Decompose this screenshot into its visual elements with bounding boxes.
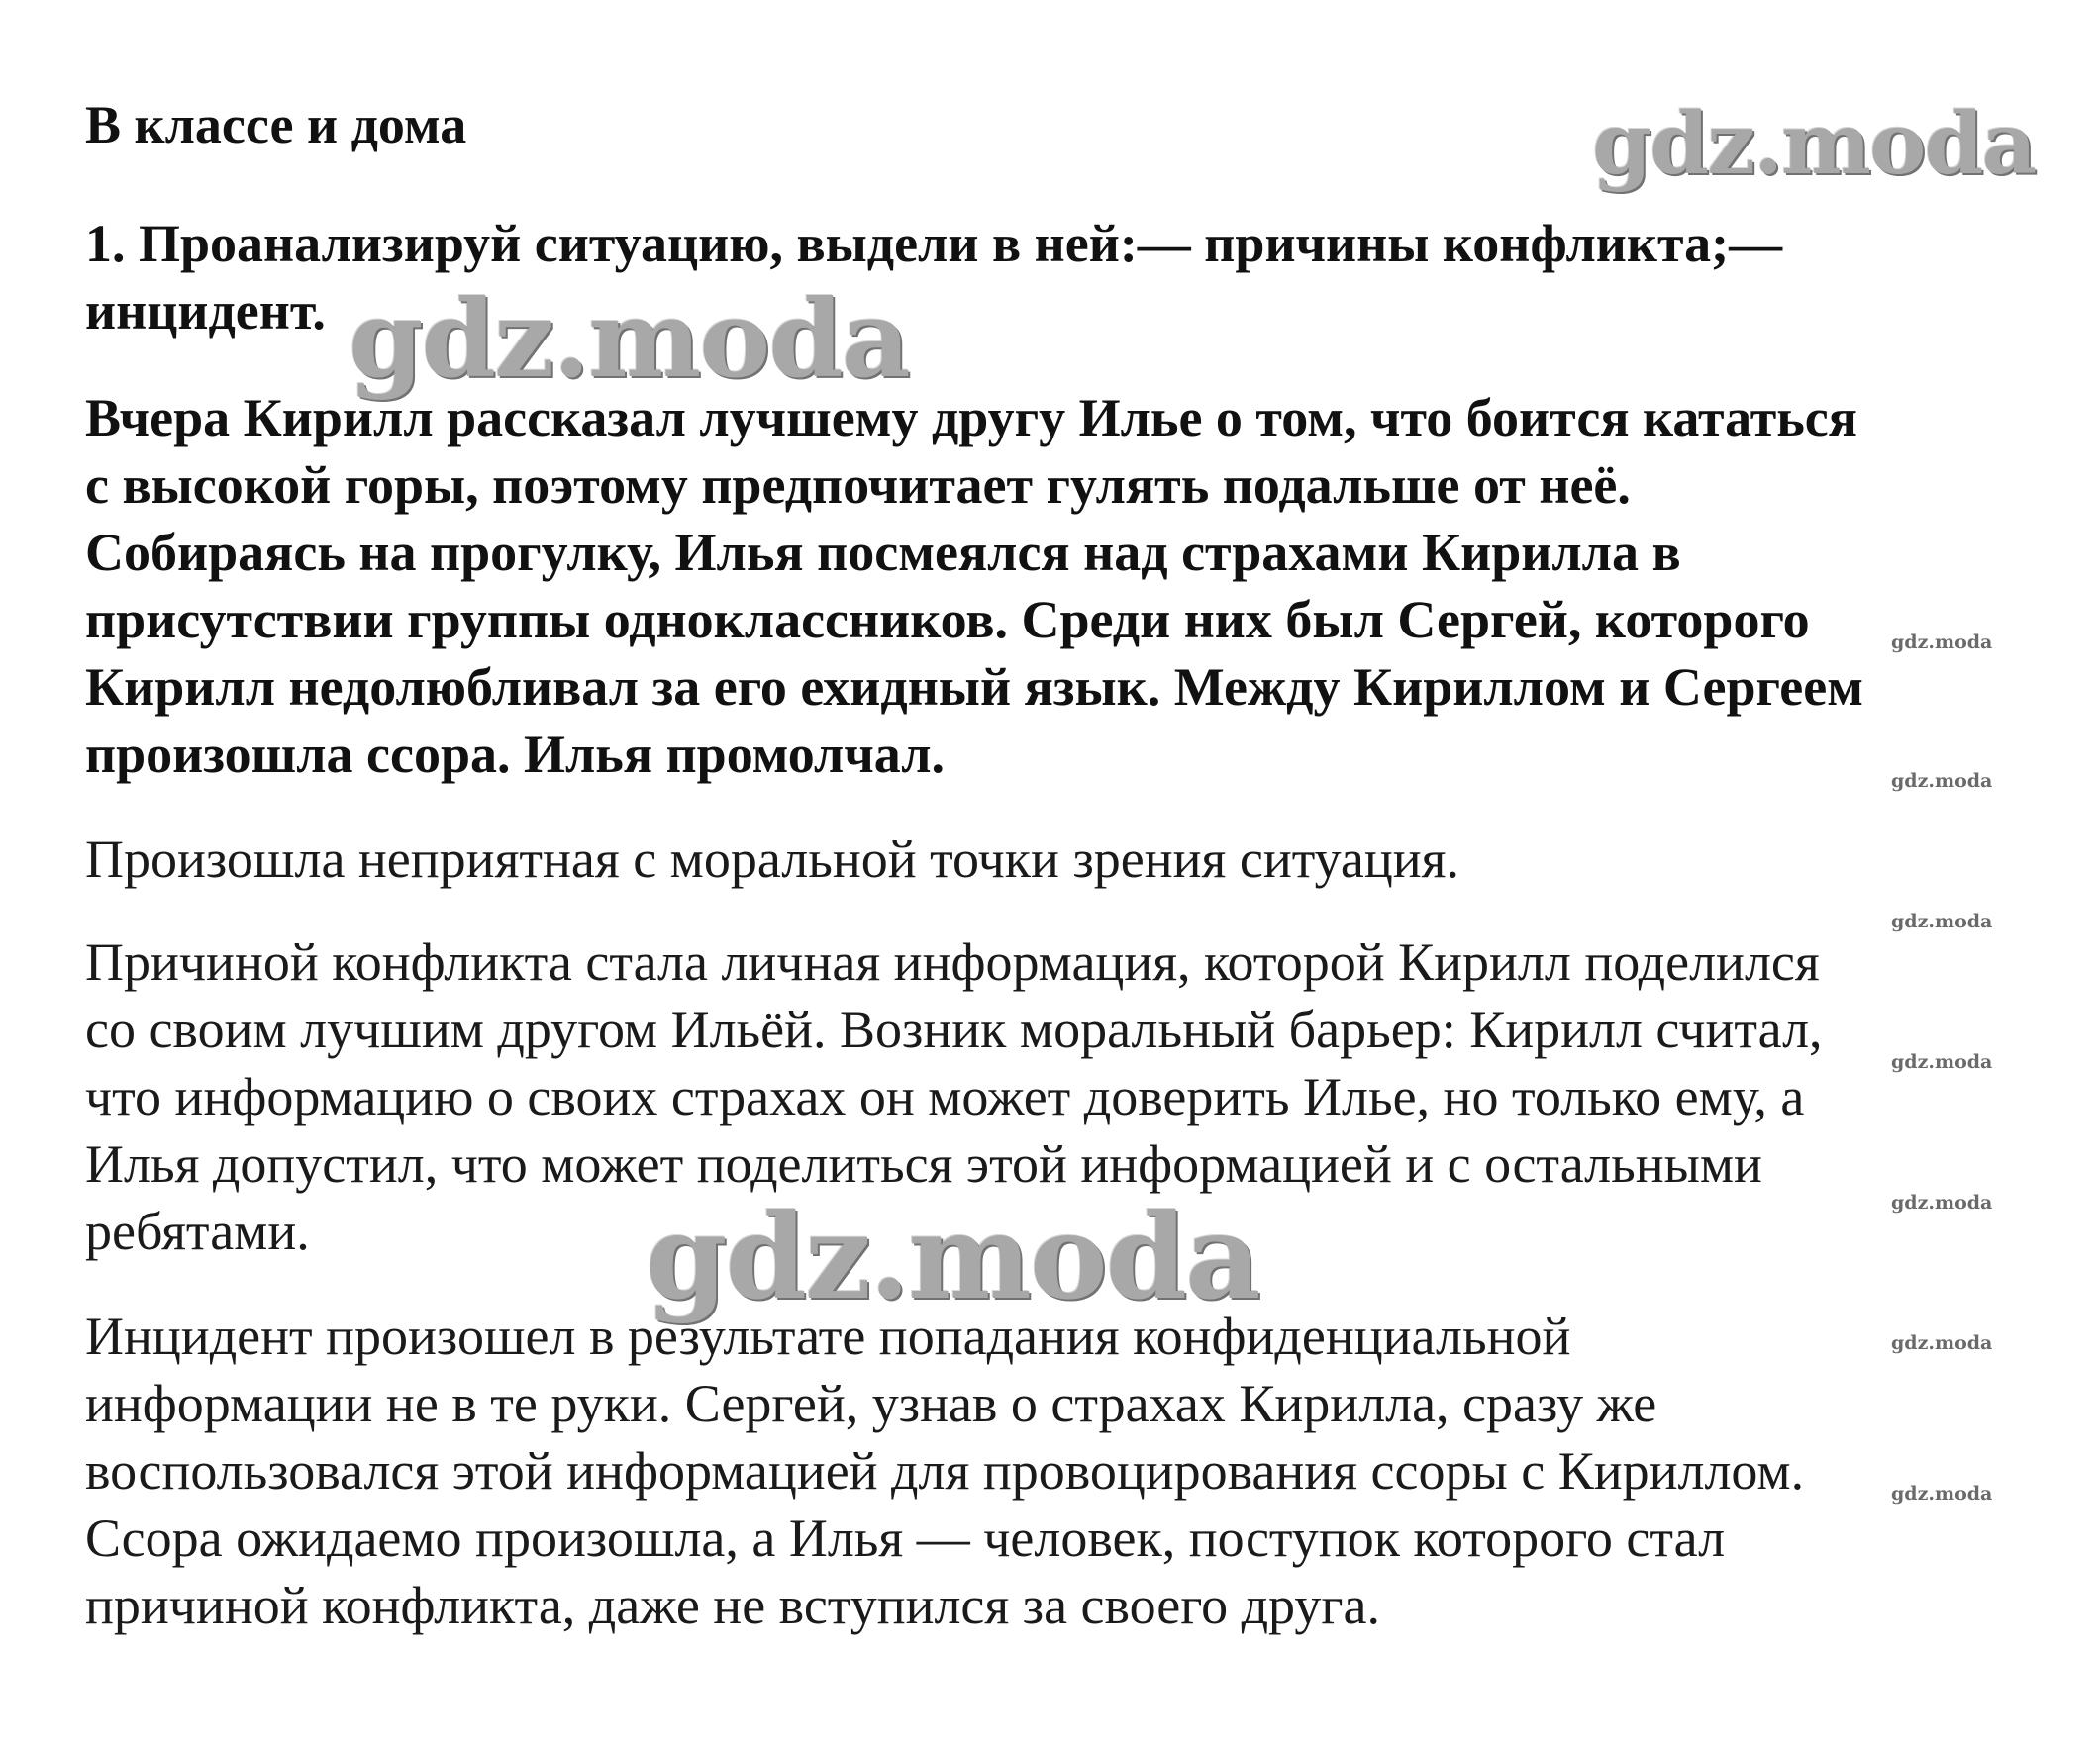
story-line: присутствии группы одноклассников. Среди них был Сергей, которого <box>85 590 1810 649</box>
watermark-small: gdz.moda <box>1891 1192 1993 1214</box>
answer-paragraph-1 <box>85 826 2046 893</box>
answer-line: Ссора ожидаемо произошла, а Илья — человек, поступок которого стал <box>85 1508 1726 1568</box>
watermark-small: gdz.moda <box>1891 770 1993 792</box>
story-line: произошла ссора. Илья промолчал. <box>85 725 946 784</box>
answer-line: что информацию о своих страхах он может доверить Илье, но только ему, а <box>85 1067 1805 1126</box>
answer-line: Причиной конфликта стала личная информация, которой Кирилл поделился <box>85 932 1820 992</box>
story-line: Собираясь на прогулку, Илья посмеялся над страхами Кирилла в <box>85 523 1681 582</box>
watermark-logo: gdz.moda <box>1592 94 2036 194</box>
watermark-small: gdz.moda <box>1891 632 1993 653</box>
story-line: Вчера Кирилл рассказал лучшему другу Илье о том, что боится кататься <box>85 388 1857 447</box>
watermark-small: gdz.moda <box>1891 1051 1993 1073</box>
task-story <box>85 384 2046 788</box>
answer-line: со своим лучшим другом Ильёй. Возник моральный барьер: Кирилл считал, <box>85 1000 1823 1059</box>
answer-line: воспользовался этой информацией для провоцирования ссоры с Кириллом. <box>85 1441 1805 1501</box>
story-line: с высокой горы, поэтому предпочитает гулять подальше от неё. <box>85 455 1631 515</box>
answer-paragraph-3 <box>85 1303 2046 1639</box>
watermark-small: gdz.moda <box>1891 1332 1993 1354</box>
watermark-small: gdz.moda <box>1891 911 1993 932</box>
answer-line: ребятами. <box>85 1202 310 1261</box>
answer-line: Илья допустил, что может поделиться этой информацией и с остальными <box>85 1134 1762 1194</box>
watermark-small: gdz.moda <box>1891 1483 1993 1505</box>
watermark-logo: gdz.moda <box>646 1188 1259 1325</box>
section-heading: В классе и дома <box>85 95 467 154</box>
story-line: Кирилл недолюбливал за его ехидный язык. Между Кириллом и Сергеем <box>85 657 1864 717</box>
watermark-logo: gdz.moda <box>349 277 909 402</box>
task-line: 1. Проанализируй ситуацию, выдели в ней:— причины конфликта;— <box>85 214 1783 273</box>
answer-line: Инцидент произошел в результате попадания конфиденциальной <box>85 1307 1571 1366</box>
task-line: инцидент. <box>85 281 326 340</box>
answer-line: информации не в те руки. Сергей, узнав о страхах Кирилла, сразу же <box>85 1374 1657 1433</box>
answer-line: Произошла неприятная с моральной точки зрения ситуация. <box>85 829 1460 889</box>
answer-line: причиной конфликта, даже не вступился за своего друга. <box>85 1576 1380 1635</box>
